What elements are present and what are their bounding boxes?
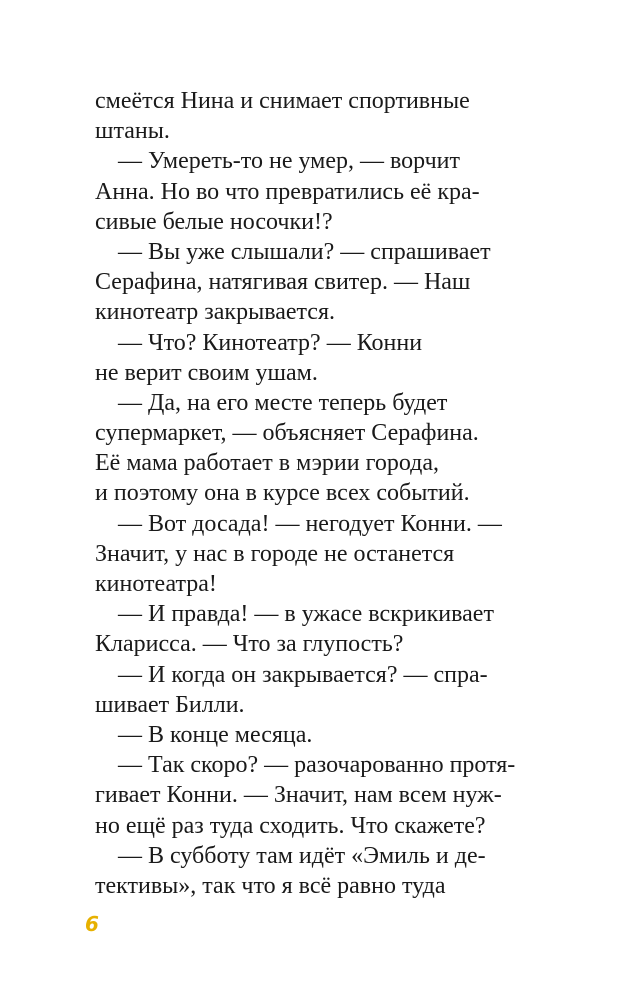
text-line: тективы», так что я всё равно туда [95, 872, 446, 899]
text-line: шивает Билли. [95, 691, 245, 718]
text-line: Значит, у нас в городе не останется [95, 540, 455, 567]
text-line: — В субботу там идёт «Эмиль и де- [118, 842, 486, 869]
text-line: Кларисса. — Что за глупость? [95, 631, 404, 658]
text-line: — Умереть-то не умер, — ворчит [118, 148, 460, 175]
text-line: — Вы уже слышали? — спрашивает [118, 238, 491, 265]
text-line: — И когда он закрывается? — спра- [118, 661, 488, 688]
page-number: 6 [85, 912, 99, 936]
text-line: — Вот досада! — негодует Конни. — [118, 510, 502, 537]
text-line: гивает Конни. — Значит, нам всем нуж- [95, 782, 502, 809]
text-line: не верит своим ушам. [95, 359, 318, 386]
text-line: штаны. [95, 118, 170, 145]
text-line: сивые белые носочки!? [95, 208, 333, 235]
text-line: Серафина, натягивая свитер. — Наш [95, 269, 471, 296]
text-line: кинотеатр закрывается. [95, 299, 335, 326]
body-text [95, 86, 535, 901]
text-line: — Да, на его месте теперь будет [118, 389, 448, 416]
text-line: — Так скоро? — разочарованно протя- [118, 752, 516, 779]
text-line: и поэтому она в курсе всех событий. [95, 480, 470, 507]
text-line: смеётся Нина и снимает спортивные [95, 88, 470, 114]
text-line: — Что? Кинотеатр? — Конни [118, 329, 423, 356]
text-line: — В конце месяца. [118, 721, 313, 748]
text-line: Анна. Но во что превратились её кра- [95, 178, 480, 205]
text-line: Её мама работает в мэрии города, [95, 450, 440, 477]
text-line: кинотеатра! [95, 571, 217, 597]
text-line: — И правда! — в ужасе вскрикивает [118, 601, 494, 628]
text-line: супермаркет, — объясняет Серафина. [95, 420, 479, 447]
text-line: но ещё раз туда сходить. Что скажете? [95, 812, 486, 839]
